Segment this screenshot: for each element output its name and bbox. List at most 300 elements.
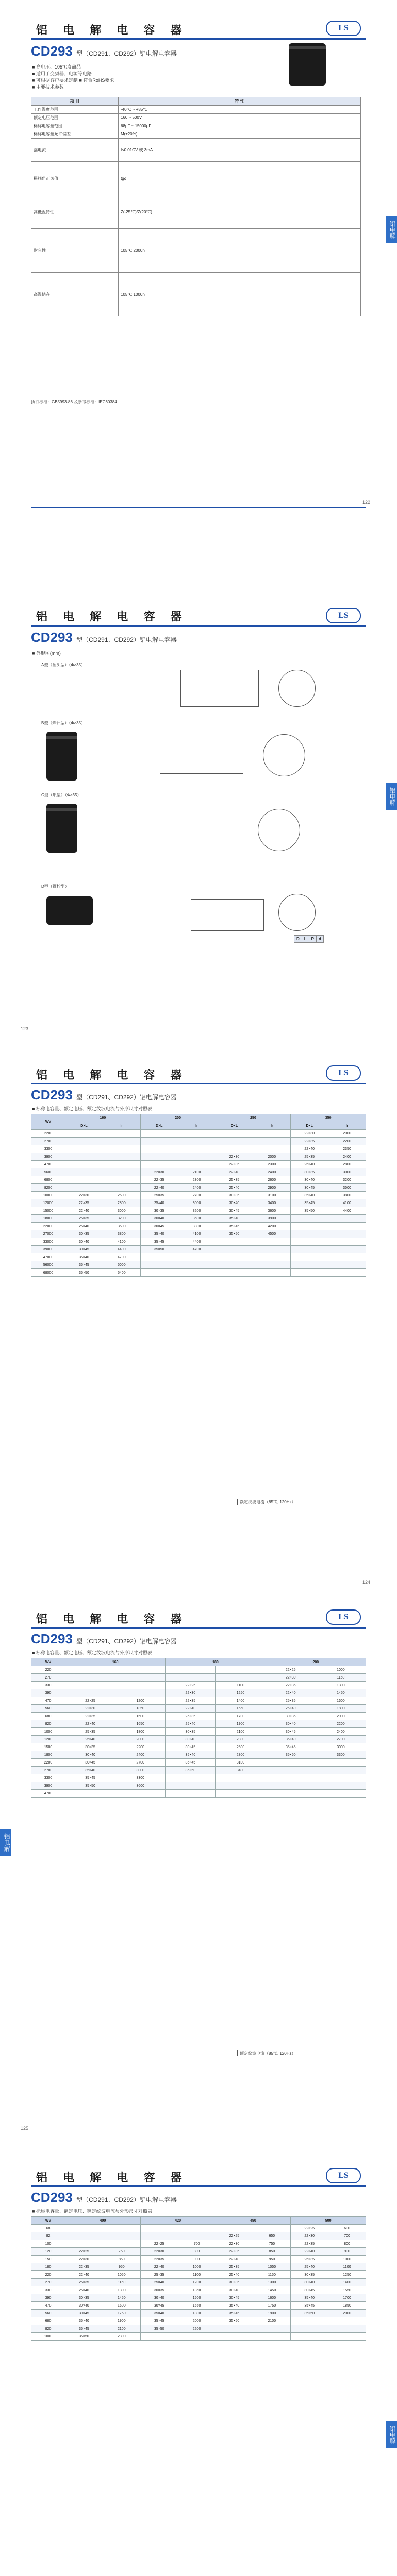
table-cell: 850 xyxy=(103,2256,140,2263)
table-cell: 680 xyxy=(31,2317,65,2325)
side-tab: 铝电解 xyxy=(386,216,397,243)
table-cell xyxy=(178,2232,216,2240)
table-cell xyxy=(65,2232,103,2240)
table-cell: 3900 xyxy=(31,1782,65,1790)
table-cell xyxy=(216,1774,266,1782)
table-cell: 12000 xyxy=(31,1199,65,1207)
table-cell: 22×30 xyxy=(140,1168,178,1176)
table-cell xyxy=(253,2225,291,2232)
table-cell: 220 xyxy=(31,1666,65,1674)
table-cell: 4100 xyxy=(103,1238,140,1246)
table-cell: 35×50 xyxy=(266,1751,316,1759)
table-cell: 1550 xyxy=(216,1705,266,1713)
table-cell xyxy=(291,1215,328,1223)
table-cell: 1200 xyxy=(31,1736,65,1743)
rating-table-2: WV 160 180 200 220 22×25 1000 270 22×30 1150 330 22×25 1100 22×35 1300 390 22×30 1250 22×40 1450 470 22×25 1200 22×35 1400 25×35 1600 560 22×30 1350 22×40 1550 25×40 1800 680 22×35 1500 25×35 1700 30×35 2000 820 22×40 1650 25×40 1900 30×40 2200 1000 25×35 1800 30×35 2100 30×45 2400 1200 25×40 2000 30×40 2300 35×40 2700 1500 30×35 2200 30×45 2500 35×45 3000 1800 30×40 2400 35×40 2800 35×50 3300 2200 30×45 2700 35×45 3100 2700 35×40 3000 35×50 3400 3300 35×45 3300 3900 35×50 3600 4700 xyxy=(31,1658,366,1798)
table-cell: 900 xyxy=(328,2248,366,2256)
table-cell: 33000 xyxy=(31,1238,65,1246)
table-row xyxy=(31,1130,366,1138)
table-row xyxy=(31,1184,366,1192)
table-row xyxy=(31,2333,366,2341)
table-cell: 82 xyxy=(31,2232,65,2240)
table-cell: 35×50 xyxy=(65,1269,103,1277)
table-cell: 25×40 xyxy=(291,2263,328,2271)
table-cell: 22×35 xyxy=(291,2240,328,2248)
table-cell: 750 xyxy=(103,2248,140,2256)
drawing-a-top xyxy=(278,670,316,707)
table-cell: 3300 xyxy=(31,1145,65,1153)
brand-logo: LS xyxy=(326,2168,361,2183)
table-cell xyxy=(216,2225,253,2232)
table-row xyxy=(31,2225,366,2232)
table-cell: 22×30 xyxy=(166,1689,216,1697)
table-cell: 750 xyxy=(253,2240,291,2248)
feature-list: ■ 高电压、105℃寿命品 ■ 适用于变频器、电源等电路 ■ 可根据客户要求定制 ■ 符合RoHS要求 ■ 主要技术参数 xyxy=(32,64,114,90)
table-cell: 820 xyxy=(31,2325,65,2333)
footnote: 执行标准：GB5993-86 及参考标准：IEC60384 xyxy=(31,400,117,404)
table-cell: 4200 xyxy=(253,1223,291,1230)
table-row xyxy=(31,2325,366,2333)
table-cell: 1750 xyxy=(253,2302,291,2310)
table-cell xyxy=(178,1145,216,1153)
table-cell: 2600 xyxy=(253,1176,291,1184)
table-cell: 22×25 xyxy=(216,2232,253,2240)
table-cell xyxy=(328,1230,366,1238)
table-cell: 22000 xyxy=(31,1223,65,1230)
table-cell: 1900 xyxy=(103,2317,140,2325)
table-cell: 2600 xyxy=(103,1192,140,1199)
table-cell: 2700 xyxy=(31,1138,65,1145)
table-cell xyxy=(103,1145,140,1153)
table-cell: 22×35 xyxy=(216,2248,253,2256)
table-cell xyxy=(178,2333,216,2341)
table-cell: 35×45 xyxy=(65,2325,103,2333)
brand-logo: LS xyxy=(326,1609,361,1625)
table-row xyxy=(31,2248,366,2256)
table-cell: 1900 xyxy=(216,1720,266,1728)
table-cell: 2200 xyxy=(316,1720,366,1728)
table-cell: 4100 xyxy=(178,1230,216,1238)
table-cell xyxy=(178,1253,216,1261)
table-cell xyxy=(328,1269,366,1277)
table-cell: 68 xyxy=(31,2225,65,2232)
table-cell: 3000 xyxy=(328,1168,366,1176)
table-cell: 820 xyxy=(31,1720,65,1728)
table-cell xyxy=(328,1246,366,1253)
table-cell: 3900 xyxy=(31,1153,65,1161)
table-row xyxy=(31,1782,366,1790)
table-row xyxy=(31,2286,366,2294)
table-row xyxy=(31,1261,366,1269)
label-type-d: D型（螺栓型） xyxy=(41,884,69,889)
table-cell: 30×45 xyxy=(65,2310,103,2317)
table-row xyxy=(31,2271,366,2279)
table-cell: 35×45 xyxy=(266,1743,316,1751)
table-cell xyxy=(216,2333,253,2341)
table-cell: 700 xyxy=(328,2232,366,2240)
table-cell: 270 xyxy=(31,2279,65,2286)
table-cell: 700 xyxy=(178,2240,216,2248)
table-cell xyxy=(291,1269,328,1277)
table-cell: 25×40 xyxy=(166,1720,216,1728)
table-cell: 4700 xyxy=(178,1246,216,1253)
table-cell xyxy=(65,2240,103,2248)
table-cell xyxy=(216,1269,253,1277)
table-cell xyxy=(103,2240,140,2248)
table-cell: 30×40 xyxy=(266,1720,316,1728)
table-cell: 22×40 xyxy=(140,1184,178,1192)
table-cell: 27000 xyxy=(31,1230,65,1238)
table-cell: 25×35 xyxy=(65,2279,103,2286)
table-cell: 1700 xyxy=(328,2294,366,2302)
capacitor-photo-d xyxy=(46,896,93,925)
page-header-title: 铝 电 解 电 容 器 xyxy=(36,610,188,623)
table-cell: 25×40 xyxy=(216,1184,253,1192)
table-row xyxy=(31,1705,366,1713)
table-cell xyxy=(216,2325,253,2333)
table-cell xyxy=(253,1130,291,1138)
table-cell xyxy=(291,1246,328,1253)
table-row xyxy=(31,1176,366,1184)
table-cell: 30×35 xyxy=(166,1728,216,1736)
table-caption: ■ 标称电容量、额定电压、额定纹波电流与外形尺寸对照表 xyxy=(32,1650,152,1655)
table-cell xyxy=(328,2333,366,2341)
table-row xyxy=(31,1790,366,1798)
table-row xyxy=(31,1223,366,1230)
table-cell: 30×40 xyxy=(291,2279,328,2286)
table-row xyxy=(31,2263,366,2271)
table-cell: 22×25 xyxy=(65,2248,103,2256)
table-cell xyxy=(253,1145,291,1153)
table-cell: 35×50 xyxy=(140,1246,178,1253)
table-cell: 390 xyxy=(31,1689,65,1697)
table-cell xyxy=(166,1790,216,1798)
table-cell: 1600 xyxy=(253,2294,291,2302)
table-cell: 2200 xyxy=(31,1759,65,1767)
table-row xyxy=(31,1153,366,1161)
table-cell: 22×30 xyxy=(65,1705,115,1713)
table-cell: 22×30 xyxy=(140,2248,178,2256)
table-cell xyxy=(253,1269,291,1277)
table-cell: 1150 xyxy=(103,2279,140,2286)
table-cell: 25×35 xyxy=(216,1176,253,1184)
table-cell: 470 xyxy=(31,1697,65,1705)
table-cell: 1350 xyxy=(115,1705,166,1713)
table-cell: 2800 xyxy=(328,1161,366,1168)
table-cell: 68000 xyxy=(31,1269,65,1277)
table-cell: 1500 xyxy=(115,1713,166,1720)
table-cell: 2200 xyxy=(328,1138,366,1145)
table-cell: 2300 xyxy=(253,1161,291,1168)
series-title: CD293 型（CD291、CD292）铝电解电容器 xyxy=(31,2190,177,2205)
table-cell: 22×30 xyxy=(65,1192,103,1199)
table-cell: 25×40 xyxy=(65,1223,103,1230)
table-cell: 30×35 xyxy=(216,1192,253,1199)
table-cell: 22×30 xyxy=(216,2240,253,2248)
page-2 xyxy=(0,515,397,1051)
table-cell: 22×35 xyxy=(216,1161,253,1168)
table-caption: ■ 标称电容量、额定电压、额定纹波电流与外形尺寸对照表 xyxy=(32,1106,152,1111)
table-cell: 30×35 xyxy=(65,1743,115,1751)
table-cell: 6800 xyxy=(31,1176,65,1184)
table-cell: 1650 xyxy=(115,1720,166,1728)
table-cell: 1800 xyxy=(115,1728,166,1736)
table-cell: 35×40 xyxy=(216,2302,253,2310)
page-header-title: 铝 电 解 电 容 器 xyxy=(36,2171,188,2184)
table-cell: 22×35 xyxy=(140,1176,178,1184)
table-cell: 35×40 xyxy=(65,1253,103,1261)
table-cell: 1000 xyxy=(31,2333,65,2341)
table-caption: ■ 标称电容量、额定电压、额定纹波电流与外形尺寸对照表 xyxy=(32,2209,152,2214)
table-cell: 30×40 xyxy=(140,1215,178,1223)
table-cell: 1550 xyxy=(328,2286,366,2294)
table-cell xyxy=(266,1767,316,1774)
table-cell xyxy=(65,1689,115,1697)
table-cell: 680 xyxy=(31,1713,65,1720)
table-row xyxy=(31,1713,366,1720)
table-row xyxy=(31,2302,366,2310)
table-cell: 35×50 xyxy=(65,2333,103,2341)
subtitle: ■ 外形图(mm) xyxy=(32,651,61,656)
table-row xyxy=(31,2310,366,2317)
table-cell: 2350 xyxy=(328,1145,366,1153)
table-cell: 30×40 xyxy=(65,2302,103,2310)
table-cell xyxy=(65,1790,115,1798)
table-cell: 4700 xyxy=(31,1161,65,1168)
table-cell: 35×50 xyxy=(216,2317,253,2325)
brand-logo: LS xyxy=(326,608,361,623)
table-cell: 2000 xyxy=(316,1713,366,1720)
table-cell: 2400 xyxy=(328,1153,366,1161)
header-rule xyxy=(31,2185,366,2187)
table-cell: 22×40 xyxy=(140,2263,178,2271)
table-cell: 35×45 xyxy=(65,1261,103,1269)
table-cell: 22×40 xyxy=(291,2248,328,2256)
table-cell: 330 xyxy=(31,2286,65,2294)
table-cell: 35×50 xyxy=(65,1782,115,1790)
table-cell: 35×50 xyxy=(291,1207,328,1215)
table-cell: 3400 xyxy=(216,1767,266,1774)
table-row xyxy=(31,1697,366,1705)
table-cell: 35×40 xyxy=(166,1751,216,1759)
table-cell: 2100 xyxy=(253,2317,291,2325)
table-cell xyxy=(166,1782,216,1790)
table-cell: 30×40 xyxy=(140,2294,178,2302)
table-cell: 2700 xyxy=(178,1192,216,1199)
table-cell: 3200 xyxy=(328,1176,366,1184)
table-cell: 2000 xyxy=(328,1130,366,1138)
drawing-d-side xyxy=(191,899,264,931)
table-cell: 4400 xyxy=(103,1246,140,1253)
table-cell: 2400 xyxy=(253,1168,291,1176)
table-cell: 30×35 xyxy=(65,1230,103,1238)
table-cell: 2200 xyxy=(178,2325,216,2333)
table-cell: 35×40 xyxy=(140,1230,178,1238)
table-cell: 1100 xyxy=(216,1682,266,1689)
table-row xyxy=(31,1199,366,1207)
table-cell xyxy=(140,1153,178,1161)
table-cell xyxy=(178,1153,216,1161)
table-cell: 25×35 xyxy=(291,2256,328,2263)
table-cell xyxy=(216,1261,253,1269)
side-tab: 铝电解 xyxy=(386,2421,397,2448)
table-cell: 25×40 xyxy=(140,1199,178,1207)
table-cell: 22×40 xyxy=(65,1720,115,1728)
table-row xyxy=(31,1666,366,1674)
table-cell xyxy=(65,1168,103,1176)
table-cell: 25×35 xyxy=(140,1192,178,1199)
table-cell xyxy=(103,1184,140,1192)
table-cell xyxy=(216,1253,253,1261)
table-cell: 2700 xyxy=(316,1736,366,1743)
table-cell: 900 xyxy=(178,2256,216,2263)
table-cell xyxy=(166,1774,216,1782)
table-row xyxy=(31,1751,366,1759)
table-cell xyxy=(65,1130,103,1138)
table-cell xyxy=(178,1138,216,1145)
table-cell: 2400 xyxy=(115,1751,166,1759)
table-cell: 35×45 xyxy=(140,1238,178,1246)
table-cell: 25×35 xyxy=(216,2263,253,2271)
table-cell xyxy=(216,1145,253,1153)
table-cell: 35×45 xyxy=(216,2310,253,2317)
table-cell: 100 xyxy=(31,2240,65,2248)
table-cell: 35×50 xyxy=(166,1767,216,1774)
table-cell: 30×45 xyxy=(216,2294,253,2302)
table-cell xyxy=(65,1666,115,1674)
table-cell xyxy=(65,1161,103,1168)
table-cell xyxy=(140,1161,178,1168)
table-cell: 35×40 xyxy=(291,2294,328,2302)
table-cell: 22×40 xyxy=(216,1168,253,1176)
dims-table: D L P d xyxy=(294,935,324,943)
table-cell: 4100 xyxy=(328,1199,366,1207)
table-cell xyxy=(316,1767,366,1774)
table-row xyxy=(31,1145,366,1153)
table-cell xyxy=(253,1253,291,1261)
table-cell xyxy=(328,1215,366,1223)
table-cell xyxy=(328,1261,366,1269)
table-cell: 25×35 xyxy=(140,2271,178,2279)
table-cell: 22×25 xyxy=(166,1682,216,1689)
table-cell: 3100 xyxy=(253,1192,291,1199)
table-cell: 1050 xyxy=(253,2263,291,2271)
table-cell xyxy=(216,1674,266,1682)
rating-table-3-body xyxy=(31,2225,366,2341)
table-cell xyxy=(291,1253,328,1261)
table-cell: 1400 xyxy=(216,1697,266,1705)
table-cell: 22×25 xyxy=(65,1697,115,1705)
table-cell: 35×45 xyxy=(291,2302,328,2310)
table-cell: 2000 xyxy=(328,2310,366,2317)
table-cell: 950 xyxy=(253,2256,291,2263)
table-cell: 600 xyxy=(328,2225,366,2232)
table-cell: 1500 xyxy=(31,1743,65,1751)
table-cell xyxy=(316,1790,366,1798)
table-cell: 2300 xyxy=(103,2333,140,2341)
table-cell: 25×35 xyxy=(166,1713,216,1720)
table-cell xyxy=(65,1682,115,1689)
table-cell: 35×50 xyxy=(291,2310,328,2317)
table-cell: 3000 xyxy=(103,1207,140,1215)
table-cell: 1500 xyxy=(178,2294,216,2302)
table-cell xyxy=(140,1261,178,1269)
table-cell: 22×35 xyxy=(65,1199,103,1207)
table-cell xyxy=(216,1790,266,1798)
table-cell xyxy=(65,2225,103,2232)
table-cell xyxy=(115,1689,166,1697)
table-cell: 3000 xyxy=(115,1767,166,1774)
table-cell: 22×25 xyxy=(140,2240,178,2248)
table-cell: 2300 xyxy=(216,1736,266,1743)
table-cell: 47000 xyxy=(31,1253,65,1261)
table-cell: 30×45 xyxy=(140,1223,178,1230)
table-cell: 35×40 xyxy=(65,2317,103,2325)
table-cell: 1350 xyxy=(178,2286,216,2294)
table-row xyxy=(31,2240,366,2248)
table-cell: 30×40 xyxy=(291,1176,328,1184)
rating-table-3: WV 400 420 450 500 68 22×25 600 82 22×25 650 22×30 700 100 22×25 700 22×30 750 22×35 800 120 22×25 750 22×30 800 22×35 850 22×40 900 150 22×30 850 22×35 900 22×40 950 25×35 1000 180 22×35 950 22×40 1000 25×35 1050 25×40 1100 220 22×40 1050 25×35 1100 25×40 1150 30×35 1250 270 25×35 1150 25×40 1200 30×35 1300 30×40 1400 330 25×40 1300 30×35 1350 30×40 1450 30×45 1550 390 30×35 1450 30×40 1500 30×45 1600 35×40 1700 470 30×40 1600 30×45 1650 35×40 1750 35×45 1850 560 30×45 1750 35×40 1800 35×45 1900 35×50 2000 680 35×40 1900 35×45 2000 35×50 2100 820 35×45 2100 35×50 2200 1000 35×50 2300 xyxy=(31,2216,366,2341)
capacitor-photo-b xyxy=(46,732,77,781)
table-cell xyxy=(328,1238,366,1246)
table-cell xyxy=(291,1261,328,1269)
table-cell: 39000 xyxy=(31,1246,65,1253)
table-cell: 2400 xyxy=(316,1728,366,1736)
side-tab: 铝电解 xyxy=(386,783,397,810)
table-cell: 35×45 xyxy=(216,1223,253,1230)
header-rule xyxy=(31,625,366,627)
table-cell: 22×30 xyxy=(65,2256,103,2263)
table-cell xyxy=(166,1666,216,1674)
table-cell: 950 xyxy=(103,2263,140,2271)
table-cell: 22×30 xyxy=(291,2232,328,2240)
page-header-title: 铝 电 解 电 容 器 xyxy=(36,1069,188,1081)
table-cell: 3200 xyxy=(103,1215,140,1223)
table-cell: 35×40 xyxy=(216,1215,253,1223)
table-cell xyxy=(266,1759,316,1767)
table-cell: 22×40 xyxy=(266,1689,316,1697)
drawing-b-side xyxy=(160,737,243,774)
table-cell: 1700 xyxy=(216,1713,266,1720)
table-cell xyxy=(253,1261,291,1269)
brand-logo: LS xyxy=(326,21,361,36)
table-cell: 56000 xyxy=(31,1261,65,1269)
table-cell xyxy=(103,1130,140,1138)
table-cell xyxy=(216,1130,253,1138)
table-cell: 3500 xyxy=(328,1184,366,1192)
table-cell: 5000 xyxy=(103,1261,140,1269)
table-cell xyxy=(115,1682,166,1689)
table-row xyxy=(31,1767,366,1774)
table-cell: 220 xyxy=(31,2271,65,2279)
table-cell: 4700 xyxy=(103,1253,140,1261)
table-cell: 2100 xyxy=(216,1728,266,1736)
table-cell: 1800 xyxy=(178,2310,216,2317)
table-cell xyxy=(328,1223,366,1230)
table-cell xyxy=(328,2317,366,2325)
table-cell: 1250 xyxy=(216,1689,266,1697)
table-cell xyxy=(316,1782,366,1790)
table-cell: 800 xyxy=(328,2240,366,2248)
table-cell: 1900 xyxy=(253,2310,291,2317)
table-cell: 30×45 xyxy=(216,1207,253,1215)
table-cell: 30×35 xyxy=(140,2286,178,2294)
table-row xyxy=(31,1682,366,1689)
table-cell xyxy=(140,1138,178,1145)
table-cell: 35×40 xyxy=(65,1767,115,1774)
table-cell: 22×30 xyxy=(266,1674,316,1682)
table-cell: 3500 xyxy=(103,1223,140,1230)
